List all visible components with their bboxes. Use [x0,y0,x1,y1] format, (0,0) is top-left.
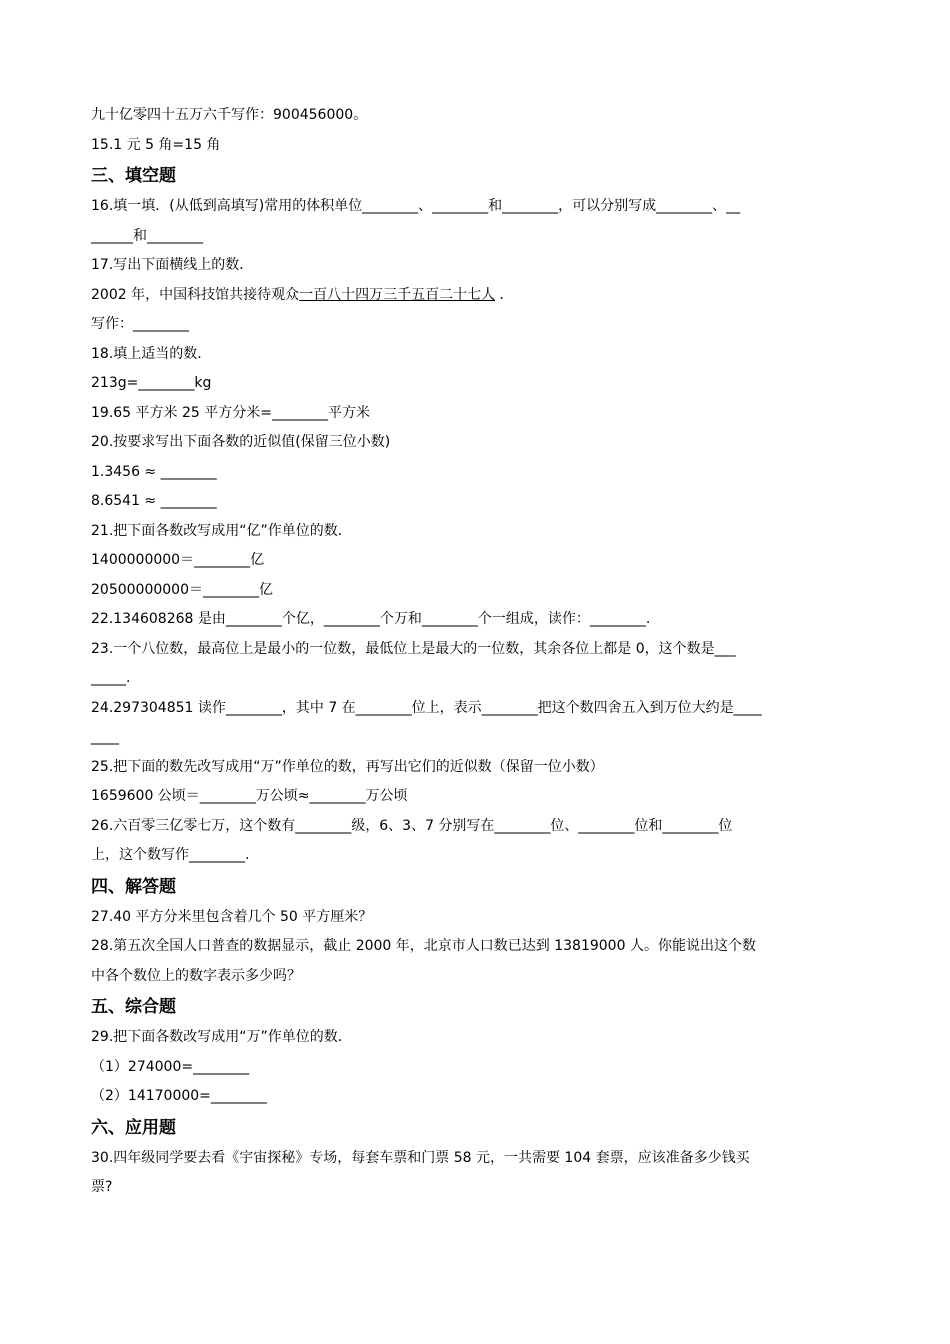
text-line: 15.1 元 5 角=15 角 [91,136,221,153]
question-26: 26.六百零三亿零七万，这个数有________级，6、3、7 分别写在________位、________位和________位 [91,817,733,834]
section-heading: 三、填空题 [91,166,176,186]
text-line: 写作：________ [91,316,189,332]
text-line [91,281,851,311]
question-19: 19.65 平方米 25 平方分米=________平方米 [91,404,370,421]
text-line: 票? [91,1179,113,1195]
text-line: （2）14170000=________ [91,1088,267,1104]
underlined-text: 一百八十四万三千五百二十七人 [299,286,496,303]
section-heading: 五、综合题 [91,997,176,1017]
text-line: 1400000000＝________亿 [91,552,265,568]
section-heading: 四、解答题 [91,876,176,897]
question-20: 20.按要求写出下面各数的近似值(保留三位小数) [91,434,391,450]
text-line: 20500000000＝________亿 [91,581,273,598]
question-17: 17.写出下面横线上的数． [91,257,254,273]
question-21: 21.把下面各数改写成用“亿”作单位的数． [91,522,352,539]
text-line: 九十亿零四十五万六千写作：900456000。 [91,107,368,123]
question-29: 29.把下面各数改写成用“万”作单位的数． [91,1029,352,1045]
text-line: 8.6541 ≈ ________ [91,493,217,509]
text-line: ______和________ [91,227,203,244]
question-23: 23.一个八位数，最高位上是最小的一位数，最低位上是最大的一位数，其余各位上都是 0，这个数是___ [91,640,736,657]
text-line: 1.3456 ≈ ________ [91,463,217,480]
text-line: 中各个数位上的数字表示多少吗？ [91,967,301,984]
question-16: 16.填一填．(从低到高填写)常用的体积单位________、________和________，可以分别写成________、__ [91,198,741,214]
question-24: 24.297304851 读作________，其中 7 在________位上，表示________把这个数四舍五入到万位大约是____ [91,699,762,716]
question-28: 28.第五次全国人口普查的数据显示，截止 2000 年，北京市人口数已达到 13819000 人。你能说出这个数 [91,938,756,954]
question-22: 22.134608268 是由________个亿，________个万和________个一组成，读作：________. [91,611,651,627]
question-27: 27.40 平方分米里包含着几个 50 平方厘米？ [91,908,373,925]
question-30: 30.四年级同学要去看《宇宙探秘》专场，每套车票和门票 58 元，一共需要 104 套票，应该准备多少钱买 [91,1149,750,1166]
section-heading: 六、应用题 [91,1117,176,1138]
text-line: 上，这个数写作________. [91,847,250,863]
text-line: 213g=________kg [91,375,212,391]
text-segment: ． [495,286,514,303]
text-line: ____ [91,729,119,745]
document-content [91,101,851,1203]
question-25: 25.把下面的数先改写成用“万”作单位的数，再写出它们的近似数（保留一位小数） [91,758,604,775]
text-line: _____. [91,670,131,686]
question-18: 18.填上适当的数. [91,345,202,362]
text-line: 1659600 公顷＝________万公顷≈________万公顷 [91,788,408,804]
text-line: （1）274000=________ [91,1058,250,1075]
text-segment: 2002 年，中国科技馆共接待观众 [91,286,300,303]
